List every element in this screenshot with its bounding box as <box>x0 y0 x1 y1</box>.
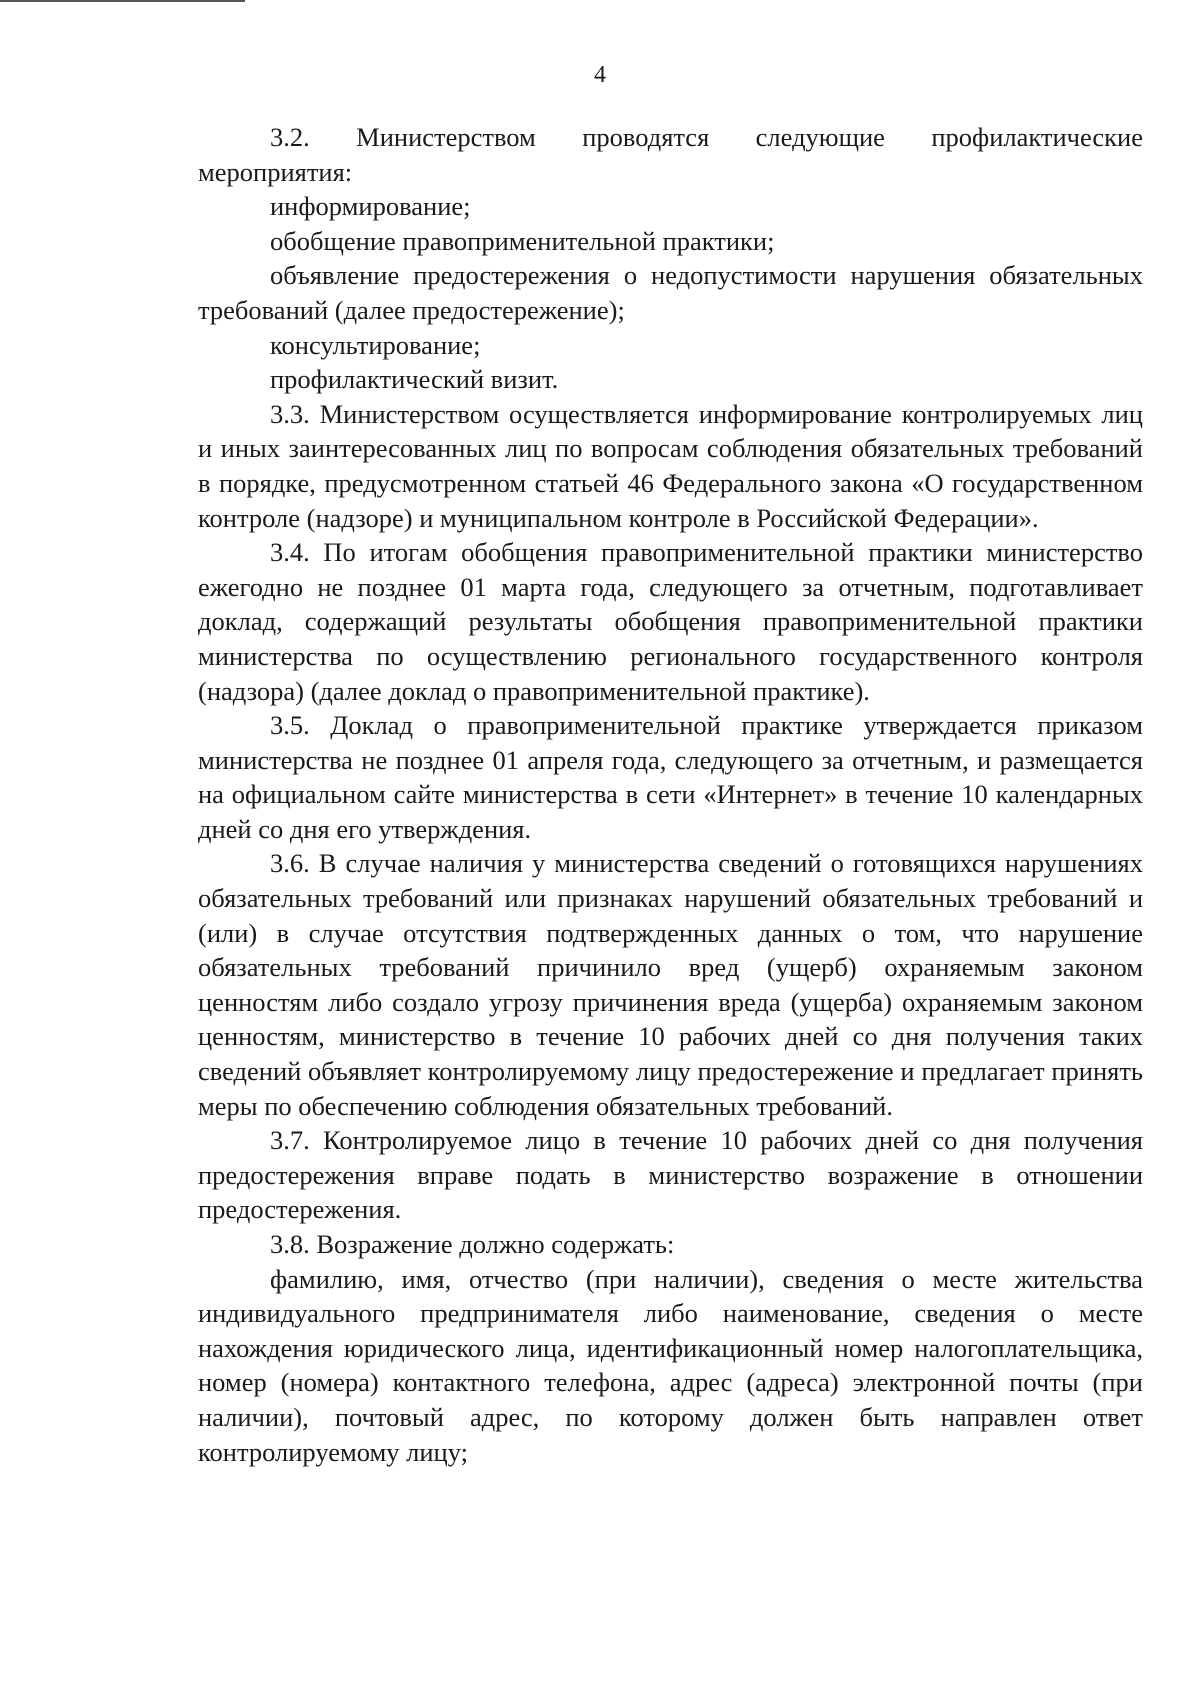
paragraph-3-7: 3.7. Контролируемое лицо в течение 10 рабочих дней со дня получения предостережения вправе подать в министерство возражение в отношении предостережения. <box>198 1125 1143 1225</box>
paragraph-3-6: 3.6. В случае наличия у министерства сведений о готовящихся нарушениях обязательных требований или признаках нарушений обязательных требований и (или) в случае отсутствия подтвержденных данных о том, что нарушение обязательных требований причинило вред (ущерб) охраняемым законом ценностям либо создало угрозу причинения вреда (ущерба) охраняемым законом ценностям, министерство в течение 10 рабочих дней со дня получения таких сведений объявляет контролируемому лицу предостережение и предлагает принять меры по обеспечению соблюдения обязательных требований. <box>198 848 1143 1121</box>
paragraph-3-4: 3.4. По итогам обобщения правоприменительной практики министерство ежегодно не позднее 01 марта года, следующего за отчетным, подготавливает доклад, содержащий результаты обобщения правоприменительной практики министерства по осуществлению регионального государственного контроля (надзора) (далее доклад о правоприменительной практике). <box>198 537 1143 706</box>
paragraph-3-8: 3.8. Возражение должно содержать: <box>270 1229 675 1259</box>
list-item-personal-data: фамилию, имя, отчество (при наличии), сведения о месте жительства индивидуального предпринимателя либо наименование, сведения о месте нахождения юридического лица, идентификационный номер налогоплательщика, номер (номера) контактного телефона, адрес (адреса) электронной почты (при наличии), почтовый адрес, по которому должен быть направлен ответ контролируемому лицу; <box>198 1263 1143 1467</box>
page-number: 4 <box>594 62 606 88</box>
list-item-informing: информирование; <box>270 191 471 222</box>
paragraph-3-5: 3.5. Доклад о правоприменительной практике утверждается приказом министерства не позднее 01 апреля года, следующего за отчетным, и размещается на официальном сайте министерства в сети «Интернет» в течение 10 календарных дней со дня его утверждения. <box>198 710 1143 844</box>
list-item-visit: профилактический визит. <box>270 364 559 395</box>
list-item-consulting: консультирование; <box>270 329 481 360</box>
paragraph-3-2: 3.2. Министерством проводятся следующие профилактические мероприятия: <box>198 122 1143 187</box>
document-body <box>198 120 1143 1469</box>
list-item-warning: объявление предостережения о недопустимости нарушения обязательных требований (далее предостережение); <box>198 260 1143 325</box>
list-item-generalization: обобщение правоприменительной практики; <box>270 225 775 256</box>
paragraph-3-3: 3.3. Министерством осуществляется информирование контролируемых лиц и иных заинтересованных лиц по вопросам соблюдения обязательных требований в порядке, предусмотренном статьей 46 Федерального закона «О государственном контроле (надзоре) и муниципальном контроле в Российской Федерации». <box>198 398 1143 533</box>
scan-edge-mark <box>0 0 245 2</box>
